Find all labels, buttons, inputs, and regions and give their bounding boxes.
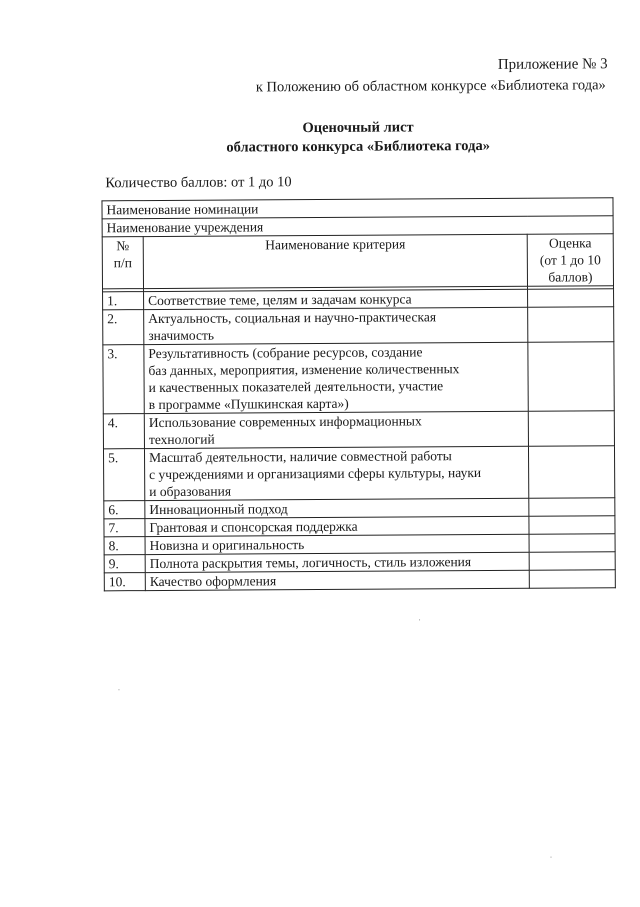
row-number: 3. [103, 345, 144, 414]
criterion-line: и качественных показателей деятельности, участие [148, 378, 444, 396]
table-row [103, 446, 614, 501]
score-cell[interactable] [529, 498, 615, 517]
column-header-score-line2: (от 1 до 10 [539, 252, 601, 268]
criterion-line: Масштаб деятельности, наличие совместной работы [148, 448, 452, 466]
table-header-row [102, 234, 613, 289]
appendix-subtitle: к Положению об областном конкурсе «Библиотека года» [255, 77, 606, 96]
nomination-label: Наименование номинации [102, 198, 613, 219]
document-title [178, 118, 538, 158]
score-cell[interactable] [529, 552, 615, 571]
document-title-line2: областного конкурса «Библиотека года» [226, 137, 490, 156]
criterion-text [144, 411, 528, 448]
scan-speck [550, 857, 551, 858]
criterion-text [145, 498, 529, 518]
score-cell[interactable] [529, 516, 615, 535]
score-cell[interactable] [528, 446, 614, 499]
criterion-line: Качество оформления [149, 573, 277, 590]
criterion-line: в программе «Пушкинская карта») [148, 395, 349, 413]
criterion-line: и образования [149, 483, 232, 500]
criterion-text [145, 534, 529, 554]
criterion-text [144, 342, 528, 413]
row-number: 7. [104, 519, 145, 537]
criterion-line: Инновационный подход [149, 501, 288, 518]
column-header-number [102, 237, 143, 289]
criterion-line: Новизна и оригинальность [149, 537, 305, 554]
criterion-line: с учреждениями и организациями сферы культуры, науки [149, 465, 482, 483]
column-header-number-line2: п/п [113, 255, 132, 271]
row-number: 10. [104, 573, 145, 591]
criterion-line: технологий [148, 431, 215, 448]
institution-label: Наименование учреждения [102, 216, 613, 237]
criterion-line: баз данных, мероприятия, изменение количественных [148, 361, 460, 379]
scan-speck [419, 619, 420, 620]
criterion-line: Актуальность, социальная и научно-практическая [148, 309, 437, 327]
row-number: 9. [104, 555, 145, 573]
criterion-text [144, 307, 528, 344]
table-row [104, 570, 615, 591]
row-number: 8. [104, 537, 145, 555]
row-number: 2. [103, 310, 144, 345]
score-range-text: Количество баллов: от 1 до 10 [105, 174, 292, 192]
table-row [103, 411, 614, 449]
column-header-score-line1: Оценка [548, 235, 592, 251]
score-cell[interactable] [529, 534, 615, 553]
criterion-line: значимость [148, 327, 215, 344]
row-number: 5. [103, 449, 144, 501]
score-cell[interactable] [529, 570, 615, 589]
row-number: 1. [103, 292, 144, 310]
criterion-text [144, 446, 528, 500]
score-cell[interactable] [528, 307, 614, 343]
criterion-line: Соответствие теме, целям и задачам конкурса [148, 291, 412, 309]
evaluation-table [101, 197, 615, 591]
criterion-line: Грантовая и спонсорская поддержка [149, 518, 358, 536]
document-title-line1: Оценочный лист [302, 119, 414, 137]
criterion-line: Использование современных информационных [148, 413, 422, 431]
score-cell[interactable] [528, 342, 614, 412]
column-header-score-line3: баллов) [548, 269, 593, 285]
criterion-text [145, 516, 529, 536]
criterion-text [144, 289, 528, 309]
criterion-line: Результативность (собрание ресурсов, создание [148, 344, 423, 362]
scan-speck [118, 689, 119, 690]
score-cell[interactable] [528, 411, 614, 447]
column-header-score [527, 234, 613, 287]
score-cell[interactable] [528, 289, 614, 308]
table-row [103, 307, 614, 345]
row-number: 6. [104, 501, 145, 519]
column-header-criterion: Наименование критерия [143, 234, 527, 288]
appendix-title: Приложение № 3 [497, 56, 608, 73]
row-number: 4. [103, 414, 144, 449]
column-header-number-line1: № [116, 238, 130, 254]
criterion-text [145, 570, 529, 590]
criterion-text [145, 552, 529, 572]
table-row [103, 342, 614, 414]
criterion-line: Полнота раскрытия темы, логичность, стиль изложения [149, 554, 472, 572]
